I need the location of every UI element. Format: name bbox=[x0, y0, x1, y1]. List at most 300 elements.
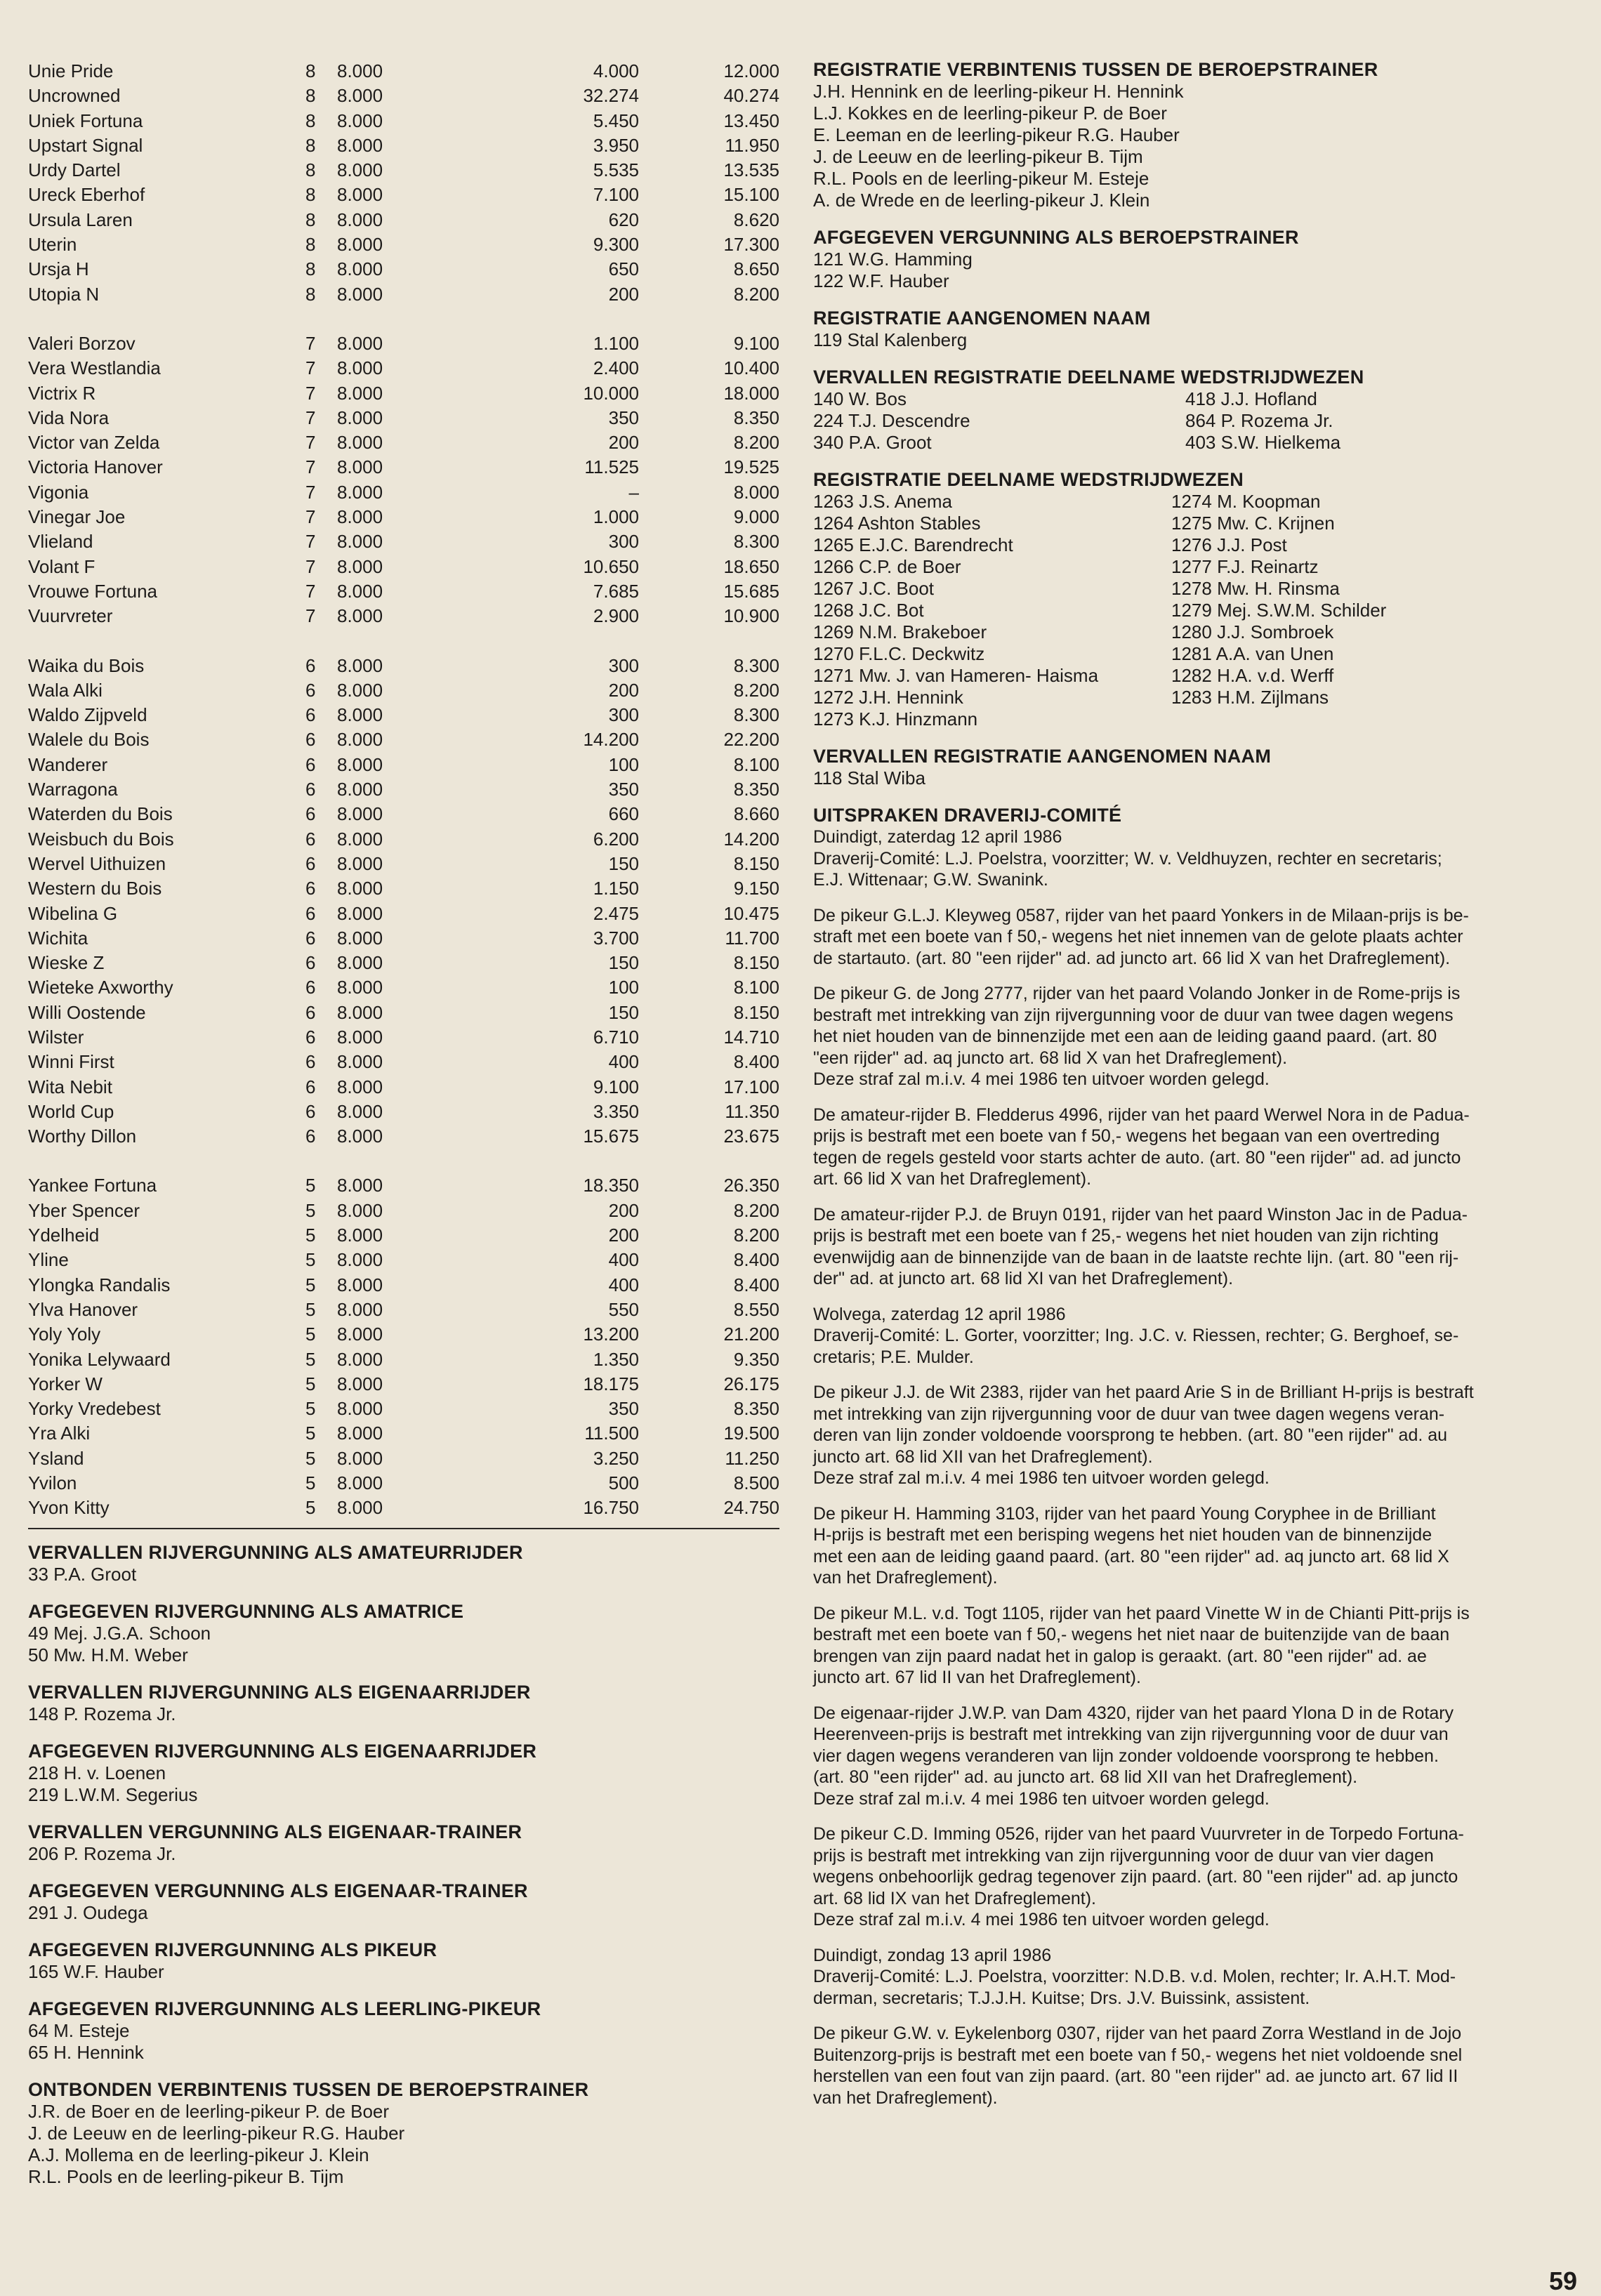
table-row bbox=[28, 604, 779, 628]
paragraph-line: de startauto. (art. 80 "een rijder" ad. ad juncto art. 66 lid X van het Drafreglement). bbox=[813, 948, 1451, 968]
table-row bbox=[28, 1001, 779, 1025]
paragraph-line: deren van lijn zonder voldoende voorsprong te hebben. (art. 80 "een rijder" ad. au bbox=[813, 1425, 1448, 1445]
table-row bbox=[28, 109, 779, 133]
section-line: L.J. Kokkes en de leerling-pikeur P. de Boer bbox=[813, 103, 1167, 124]
age-cell: 7 bbox=[305, 382, 316, 404]
section-line: 33 P.A. Groot bbox=[28, 1563, 137, 1585]
section-heading: AFGEGEVEN RIJVERGUNNING ALS AMATRICE bbox=[28, 1600, 464, 1622]
base-amount-cell: 8.000 bbox=[337, 1472, 383, 1494]
table-row bbox=[28, 1298, 779, 1322]
total-cell: 11.700 bbox=[725, 927, 779, 949]
horse-name-cell: Volant F bbox=[28, 555, 95, 577]
table-row bbox=[28, 678, 779, 703]
horse-table-body bbox=[28, 59, 779, 1521]
horse-name-cell: Wibelina G bbox=[28, 902, 118, 924]
age-cell: 7 bbox=[305, 605, 316, 627]
section-heading: AFGEGEVEN VERGUNNING ALS EIGENAAR-TRAINER bbox=[28, 1880, 528, 1901]
registry-section bbox=[28, 1939, 779, 1983]
horse-name-cell: Vera Westlandia bbox=[28, 357, 161, 379]
horse-name-cell: Ysland bbox=[28, 1447, 84, 1469]
list-item: 340 P.A. Groot bbox=[813, 432, 932, 453]
age-cell: 5 bbox=[305, 1447, 316, 1469]
winnings-cell: 3.250 bbox=[593, 1447, 639, 1469]
section-line: 219 L.W.M. Segerius bbox=[28, 1783, 198, 1805]
base-amount-cell: 8.000 bbox=[337, 779, 383, 800]
paragraph-line: prijs is bestraft met een boete van f 50,- wegens het begaan van een overtreding bbox=[813, 1126, 1440, 1146]
total-cell: 24.750 bbox=[723, 1497, 779, 1519]
horse-name-cell: Western du Bois bbox=[28, 878, 162, 899]
winnings-cell: 200 bbox=[608, 283, 639, 305]
base-amount-cell: 8.000 bbox=[337, 1100, 383, 1122]
base-amount-cell: 8.000 bbox=[337, 654, 383, 676]
total-cell: 8.400 bbox=[733, 1274, 779, 1295]
list-item: 1270 F.L.C. Deckwitz bbox=[813, 643, 985, 664]
list-item: 1278 Mw. H. Rinsma bbox=[1171, 578, 1340, 599]
paragraph-line: derman, secretaris; T.J.J.H. Kuitse; Drs. J.V. Buissink, assistent. bbox=[813, 1988, 1310, 2008]
table-row bbox=[28, 727, 779, 752]
winnings-cell: 550 bbox=[608, 1298, 639, 1320]
table-row bbox=[28, 84, 779, 108]
total-cell: 12.000 bbox=[723, 60, 779, 81]
age-cell: 6 bbox=[305, 902, 316, 924]
section-lines bbox=[813, 767, 1572, 789]
age-cell: 6 bbox=[305, 1076, 316, 1097]
two-column-list bbox=[813, 491, 1572, 730]
list-item: 1266 C.P. de Boer bbox=[813, 556, 961, 577]
winnings-cell: 200 bbox=[608, 1225, 639, 1246]
horse-name-cell: Yline bbox=[28, 1249, 69, 1271]
registry-section bbox=[28, 2079, 779, 2188]
horse-name-cell: Ureck Eberhof bbox=[28, 184, 145, 206]
total-cell: 15.100 bbox=[723, 184, 779, 206]
total-cell: 8.200 bbox=[733, 283, 779, 305]
paragraph-line: evenwijdig aan de binnenzijde van de baan in de laatste rechte lijn. (art. 80 "een rij- bbox=[813, 1247, 1459, 1267]
age-cell: 6 bbox=[305, 1051, 316, 1073]
list-item: 1269 N.M. Brakeboer bbox=[813, 621, 987, 642]
age-cell: 7 bbox=[305, 481, 316, 503]
base-amount-cell: 8.000 bbox=[337, 234, 383, 256]
registry-section bbox=[28, 1821, 779, 1865]
list-item: 1277 F.J. Reinartz bbox=[1171, 556, 1319, 577]
total-cell: 8.350 bbox=[733, 407, 779, 428]
age-cell: 8 bbox=[305, 184, 316, 206]
total-cell: 10.400 bbox=[723, 357, 779, 379]
vervallen-deelname-section bbox=[813, 367, 1572, 454]
list-item: 864 P. Rozema Jr. bbox=[1185, 410, 1333, 431]
registry-section bbox=[28, 1741, 779, 1806]
deelname-section bbox=[813, 469, 1572, 730]
horse-name-cell: Vinegar Joe bbox=[28, 506, 126, 528]
spacer-cell bbox=[28, 629, 779, 654]
age-cell: 6 bbox=[305, 927, 316, 949]
total-cell: 8.100 bbox=[733, 977, 779, 998]
total-cell: 8.350 bbox=[733, 1398, 779, 1420]
total-cell: 10.475 bbox=[723, 902, 779, 924]
total-cell: 17.300 bbox=[723, 234, 779, 256]
base-amount-cell: 8.000 bbox=[337, 803, 383, 825]
table-row bbox=[28, 505, 779, 529]
section-line: 291 J. Oudega bbox=[28, 1901, 148, 1923]
table-row bbox=[28, 654, 779, 678]
horse-name-cell: Uterin bbox=[28, 234, 77, 256]
registry-section bbox=[28, 1880, 779, 1924]
base-amount-cell: 8.000 bbox=[337, 902, 383, 924]
total-cell: 8.100 bbox=[733, 753, 779, 775]
right-column bbox=[813, 59, 1572, 2124]
list-column-2 bbox=[1185, 388, 1536, 454]
table-row bbox=[28, 133, 779, 158]
list-item: 224 T.J. Descendre bbox=[813, 410, 970, 431]
total-cell: 8.620 bbox=[733, 209, 779, 230]
table-row bbox=[28, 1471, 779, 1496]
verdict-paragraph bbox=[813, 1382, 1572, 1489]
base-amount-cell: 8.000 bbox=[337, 258, 383, 280]
base-amount-cell: 8.000 bbox=[337, 184, 383, 206]
base-amount-cell: 8.000 bbox=[337, 952, 383, 974]
total-cell: 8.200 bbox=[733, 432, 779, 454]
total-cell: 17.100 bbox=[723, 1076, 779, 1097]
winnings-cell: 1.150 bbox=[593, 878, 639, 899]
base-amount-cell: 8.000 bbox=[337, 555, 383, 577]
base-amount-cell: 8.000 bbox=[337, 1076, 383, 1097]
table-row bbox=[28, 183, 779, 207]
winnings-cell: 18.175 bbox=[583, 1373, 639, 1394]
base-amount-cell: 8.000 bbox=[337, 828, 383, 850]
list-item: 1271 Mw. J. van Hameren- Haisma bbox=[813, 665, 1099, 686]
table-row bbox=[28, 1496, 779, 1520]
age-cell: 6 bbox=[305, 977, 316, 998]
paragraph-line: art. 68 lid IX van het Drafreglement). bbox=[813, 1888, 1096, 1908]
winnings-cell: 620 bbox=[608, 209, 639, 230]
base-amount-cell: 8.000 bbox=[337, 1373, 383, 1394]
spacer-cell bbox=[28, 307, 779, 331]
section-line: J. de Leeuw en de leerling-pikeur R.G. Hauber bbox=[28, 2122, 405, 2144]
list-column-1 bbox=[813, 388, 1185, 454]
winnings-cell: 350 bbox=[608, 779, 639, 800]
uitspraken-section bbox=[813, 805, 1572, 2109]
base-amount-cell: 8.000 bbox=[337, 1126, 383, 1147]
winnings-cell: – bbox=[628, 481, 639, 503]
horse-name-cell: Wieske Z bbox=[28, 952, 105, 974]
winnings-cell: 2.900 bbox=[593, 605, 639, 627]
section-heading: AFGEGEVEN RIJVERGUNNING ALS PIKEUR bbox=[28, 1939, 437, 1960]
horse-name-cell: Vigonia bbox=[28, 481, 89, 503]
paragraph-line: juncto art. 68 lid XII van het Drafreglement). bbox=[813, 1446, 1153, 1467]
verdict-blocks bbox=[813, 826, 1572, 2109]
age-cell: 5 bbox=[305, 1398, 316, 1420]
table-row bbox=[28, 753, 779, 777]
base-amount-cell: 8.000 bbox=[337, 1398, 383, 1420]
table-row bbox=[28, 1223, 779, 1248]
winnings-cell: 9.100 bbox=[593, 1076, 639, 1097]
winnings-cell: 18.350 bbox=[583, 1175, 639, 1196]
section-heading: ONTBONDEN VERBINTENIS TUSSEN DE BEROEPSTRAINER bbox=[28, 2078, 589, 2100]
horse-name-cell: Uniek Fortuna bbox=[28, 110, 143, 131]
verdict-paragraph bbox=[813, 1503, 1572, 1589]
table-row bbox=[28, 1025, 779, 1050]
total-cell: 10.900 bbox=[723, 605, 779, 627]
verdict-paragraph bbox=[813, 1104, 1572, 1190]
paragraph-line: der" ad. at juncto art. 68 lid XI van het Drafreglement). bbox=[813, 1269, 1234, 1288]
winnings-cell: 300 bbox=[608, 704, 639, 726]
age-cell: 7 bbox=[305, 506, 316, 528]
list-item: 1268 J.C. Bot bbox=[813, 600, 924, 621]
age-cell: 8 bbox=[305, 209, 316, 230]
total-cell: 8.200 bbox=[733, 1225, 779, 1246]
list-item: 1282 H.A. v.d. Werff bbox=[1171, 665, 1334, 686]
age-cell: 5 bbox=[305, 1298, 316, 1320]
paragraph-line: Buitenzorg-prijs is bestraft met een boete van f 50,- wegens het niet voldoende snel bbox=[813, 2045, 1463, 2065]
total-cell: 8.000 bbox=[733, 481, 779, 503]
verdict-paragraph bbox=[813, 1945, 1572, 2010]
section-line: A. de Wrede en de leerling-pikeur J. Klein bbox=[813, 190, 1150, 211]
table-row bbox=[28, 1397, 779, 1421]
horse-name-cell: Yankee Fortuna bbox=[28, 1175, 157, 1196]
section-line: 148 P. Rozema Jr. bbox=[28, 1703, 176, 1724]
table-row bbox=[28, 257, 779, 282]
paragraph-line: vier dagen wegens veranderen van lijn zonder voldoende voorsprong te hebben. bbox=[813, 1746, 1439, 1766]
age-cell: 5 bbox=[305, 1225, 316, 1246]
base-amount-cell: 8.000 bbox=[337, 1348, 383, 1370]
paragraph-line: juncto art. 67 lid II van het Drafreglement). bbox=[813, 1668, 1141, 1687]
registry-section bbox=[28, 1542, 779, 1585]
winnings-cell: 7.685 bbox=[593, 580, 639, 602]
section-heading: AFGEGEVEN RIJVERGUNNING ALS LEERLING-PIKEUR bbox=[28, 1998, 541, 2019]
table-row bbox=[28, 356, 779, 381]
age-cell: 8 bbox=[305, 258, 316, 280]
table-row bbox=[28, 802, 779, 826]
age-cell: 6 bbox=[305, 1100, 316, 1122]
winnings-cell: 9.300 bbox=[593, 234, 639, 256]
section-line: 119 Stal Kalenberg bbox=[813, 329, 968, 350]
total-cell: 9.100 bbox=[733, 332, 779, 354]
section-line: R.L. Pools en de leerling-pikeur M. Esteje bbox=[813, 168, 1149, 189]
paragraph-line: De pikeur H. Hamming 3103, rijder van het paard Young Coryphee in de Brilliant bbox=[813, 1503, 1436, 1524]
list-item: 1274 M. Koopman bbox=[1171, 491, 1321, 512]
paragraph-line: art. 66 lid X van het Drafreglement). bbox=[813, 1169, 1092, 1189]
base-amount-cell: 8.000 bbox=[337, 1298, 383, 1320]
section-line: E. Leeman en de leerling-pikeur R.G. Hauber bbox=[813, 124, 1180, 145]
section-heading: REGISTRATIE DEELNAME WEDSTRIJDWEZEN bbox=[813, 469, 1244, 490]
horse-name-cell: Wieteke Axworthy bbox=[28, 977, 173, 998]
registry-section bbox=[813, 308, 1572, 351]
table-spacer-row bbox=[28, 1149, 779, 1173]
winnings-cell: 300 bbox=[608, 654, 639, 676]
base-amount-cell: 8.000 bbox=[337, 605, 383, 627]
age-cell: 8 bbox=[305, 234, 316, 256]
base-amount-cell: 8.000 bbox=[337, 456, 383, 478]
winnings-cell: 4.000 bbox=[593, 60, 639, 81]
section-heading: VERVALLEN RIJVERGUNNING ALS EIGENAARRIJDER bbox=[28, 1681, 531, 1703]
winnings-cell: 3.350 bbox=[593, 1100, 639, 1122]
table-row bbox=[28, 1421, 779, 1446]
table-divider bbox=[28, 1528, 779, 1529]
paragraph-line: De pikeur G.W. v. Eykelenborg 0307, rijder van het paard Zorra Westland in de Jojo bbox=[813, 2024, 1462, 2043]
base-amount-cell: 8.000 bbox=[337, 927, 383, 949]
age-cell: 6 bbox=[305, 878, 316, 899]
age-cell: 5 bbox=[305, 1199, 316, 1221]
two-column-list bbox=[813, 388, 1572, 454]
table-row bbox=[28, 876, 779, 901]
base-amount-cell: 8.000 bbox=[337, 60, 383, 81]
winnings-cell: 1.100 bbox=[593, 332, 639, 354]
list-column-2 bbox=[1171, 491, 1522, 730]
table-row bbox=[28, 455, 779, 480]
paragraph-line: met een aan de leiding gaand paard. (art. 80 "een rijder" ad. aq juncto art. 68 lid X bbox=[813, 1546, 1449, 1566]
table-spacer-row bbox=[28, 307, 779, 331]
base-amount-cell: 8.000 bbox=[337, 1026, 383, 1048]
section-line: R.L. Pools en de leerling-pikeur B. Tijm bbox=[28, 2165, 344, 2187]
winnings-cell: 6.710 bbox=[593, 1026, 639, 1048]
base-amount-cell: 8.000 bbox=[337, 332, 383, 354]
winnings-cell: 16.750 bbox=[583, 1497, 639, 1519]
base-amount-cell: 8.000 bbox=[337, 580, 383, 602]
total-cell: 26.350 bbox=[723, 1175, 779, 1196]
table-spacer-row bbox=[28, 629, 779, 654]
table-row bbox=[28, 1273, 779, 1298]
horse-name-cell: Waterden du Bois bbox=[28, 803, 173, 825]
total-cell: 14.200 bbox=[723, 828, 779, 850]
age-cell: 7 bbox=[305, 456, 316, 478]
horse-name-cell: Utopia N bbox=[28, 283, 100, 305]
table-row bbox=[28, 579, 779, 604]
total-cell: 9.000 bbox=[733, 506, 779, 528]
paragraph-line: bestraft met intrekking van zijn rijvergunning voor de duur van twee dagen wegens bbox=[813, 1005, 1454, 1025]
horse-name-cell: Urdy Dartel bbox=[28, 159, 121, 181]
winnings-cell: 10.000 bbox=[583, 382, 639, 404]
winnings-cell: 500 bbox=[608, 1472, 639, 1494]
horse-name-cell: Waika du Bois bbox=[28, 654, 145, 676]
horse-table bbox=[28, 59, 779, 1521]
horse-name-cell: Yorker W bbox=[28, 1373, 103, 1394]
total-cell: 8.200 bbox=[733, 1199, 779, 1221]
section-line: 121 W.G. Hamming bbox=[813, 249, 973, 270]
base-amount-cell: 8.000 bbox=[337, 1051, 383, 1073]
paragraph-line: De amateur-rijder P.J. de Bruyn 0191, rijder van het paard Winston Jac in de Padua- bbox=[813, 1204, 1468, 1225]
winnings-cell: 200 bbox=[608, 679, 639, 701]
horse-name-cell: Wervel Uithuizen bbox=[28, 852, 166, 874]
list-item: 1267 J.C. Boot bbox=[813, 578, 934, 599]
paragraph-line: herstellen van een fout van zijn paard. (art. 80 "een rijder" ad. ae juncto art. 67 lid II bbox=[813, 2066, 1458, 2086]
winnings-cell: 1.350 bbox=[593, 1348, 639, 1370]
table-row bbox=[28, 1124, 779, 1149]
verdict-paragraph bbox=[813, 1823, 1572, 1931]
list-item: 1283 H.M. Zijlmans bbox=[1171, 687, 1329, 708]
registry-section bbox=[28, 1998, 779, 2064]
registry-section bbox=[813, 227, 1572, 292]
horse-name-cell: Wanderer bbox=[28, 753, 108, 775]
base-amount-cell: 8.000 bbox=[337, 1001, 383, 1023]
total-cell: 9.350 bbox=[733, 1348, 779, 1370]
left-sections bbox=[28, 1542, 779, 2188]
winnings-cell: 300 bbox=[608, 531, 639, 553]
horse-name-cell: World Cup bbox=[28, 1100, 114, 1122]
list-item: 418 J.J. Hofland bbox=[1185, 388, 1317, 409]
horse-name-cell: Willi Oostende bbox=[28, 1001, 146, 1023]
table-row bbox=[28, 381, 779, 406]
horse-name-cell: Yoly Yoly bbox=[28, 1324, 101, 1345]
paragraph-line: van het Drafreglement). bbox=[813, 2087, 998, 2108]
winnings-cell: 32.274 bbox=[583, 85, 639, 107]
table-row bbox=[28, 1372, 779, 1397]
total-cell: 8.350 bbox=[733, 779, 779, 800]
total-cell: 26.175 bbox=[723, 1373, 779, 1394]
age-cell: 7 bbox=[305, 555, 316, 577]
base-amount-cell: 8.000 bbox=[337, 679, 383, 701]
total-cell: 19.525 bbox=[723, 456, 779, 478]
winnings-cell: 150 bbox=[608, 952, 639, 974]
winnings-cell: 6.200 bbox=[593, 828, 639, 850]
base-amount-cell: 8.000 bbox=[337, 1199, 383, 1221]
horse-name-cell: Waldo Zijpveld bbox=[28, 704, 147, 726]
age-cell: 5 bbox=[305, 1324, 316, 1345]
total-cell: 8.500 bbox=[733, 1472, 779, 1494]
total-cell: 8.150 bbox=[733, 1001, 779, 1023]
section-line: J. de Leeuw en de leerling-pikeur B. Tijm bbox=[813, 146, 1143, 167]
paragraph-line: van het Drafreglement). bbox=[813, 1568, 998, 1588]
total-cell: 8.550 bbox=[733, 1298, 779, 1320]
paragraph-line: De pikeur M.L. v.d. Togt 1105, rijder van het paard Vinette W in de Chianti Pitt-prijs is bbox=[813, 1603, 1470, 1623]
winnings-cell: 400 bbox=[608, 1274, 639, 1295]
base-amount-cell: 8.000 bbox=[337, 531, 383, 553]
total-cell: 8.300 bbox=[733, 654, 779, 676]
section-line: 218 H. v. Loenen bbox=[28, 1762, 166, 1783]
total-cell: 8.150 bbox=[733, 952, 779, 974]
winnings-cell: 5.450 bbox=[593, 110, 639, 131]
age-cell: 5 bbox=[305, 1497, 316, 1519]
section-line: 65 H. Hennink bbox=[28, 2041, 144, 2063]
age-cell: 6 bbox=[305, 779, 316, 800]
section-heading: VERVALLEN REGISTRATIE AANGENOMEN NAAM bbox=[813, 746, 1272, 767]
horse-name-cell: Wita Nebit bbox=[28, 1076, 112, 1097]
table-row bbox=[28, 208, 779, 232]
list-item: 403 S.W. Hielkema bbox=[1185, 432, 1341, 453]
age-cell: 8 bbox=[305, 159, 316, 181]
age-cell: 6 bbox=[305, 729, 316, 751]
total-cell: 21.200 bbox=[723, 1324, 779, 1345]
paragraph-line: De eigenaar-rijder J.W.P. van Dam 4320, rijder van het paard Ylona D in de Rotary bbox=[813, 1703, 1454, 1723]
paragraph-line: met intrekking van zijn rijvergunning voor de duur van twee dagen wegens veran- bbox=[813, 1404, 1445, 1424]
total-cell: 8.660 bbox=[733, 803, 779, 825]
total-cell: 8.400 bbox=[733, 1249, 779, 1271]
section-heading: REGISTRATIE AANGENOMEN NAAM bbox=[813, 308, 1151, 329]
table-row bbox=[28, 1248, 779, 1272]
paragraph-line: Deze straf zal m.i.v. 4 mei 1986 ten uitvoer worden gelegd. bbox=[813, 1069, 1270, 1089]
winnings-cell: 100 bbox=[608, 753, 639, 775]
list-item: 1265 E.J.C. Barendrecht bbox=[813, 534, 1013, 555]
horse-name-cell: Vuurvreter bbox=[28, 605, 113, 627]
age-cell: 7 bbox=[305, 580, 316, 602]
winnings-cell: 1.000 bbox=[593, 506, 639, 528]
paragraph-line: De pikeur G.L.J. Kleyweg 0587, rijder van het paard Yonkers in de Milaan-prijs is be- bbox=[813, 905, 1469, 925]
winnings-cell: 200 bbox=[608, 1199, 639, 1221]
age-cell: 8 bbox=[305, 110, 316, 131]
section-line: J.H. Hennink en de leerling-pikeur H. Hennink bbox=[813, 81, 1184, 102]
base-amount-cell: 8.000 bbox=[337, 1423, 383, 1444]
horse-name-cell: Ylva Hanover bbox=[28, 1298, 138, 1320]
base-amount-cell: 8.000 bbox=[337, 1324, 383, 1345]
winnings-cell: 11.525 bbox=[584, 456, 639, 478]
age-cell: 6 bbox=[305, 952, 316, 974]
horse-name-cell: Unie Pride bbox=[28, 60, 114, 81]
list-item: 1263 J.S. Anema bbox=[813, 491, 953, 512]
age-cell: 5 bbox=[305, 1274, 316, 1295]
list-item: 118 Stal Wiba bbox=[813, 767, 925, 789]
paragraph-line: prijs is bestraft met een boete van f 25,- wegens het niet houden van zijn richting bbox=[813, 1226, 1439, 1246]
horse-name-cell: Valeri Borzov bbox=[28, 332, 136, 354]
winnings-cell: 3.950 bbox=[593, 134, 639, 156]
horse-name-cell: Walele du Bois bbox=[28, 729, 150, 751]
